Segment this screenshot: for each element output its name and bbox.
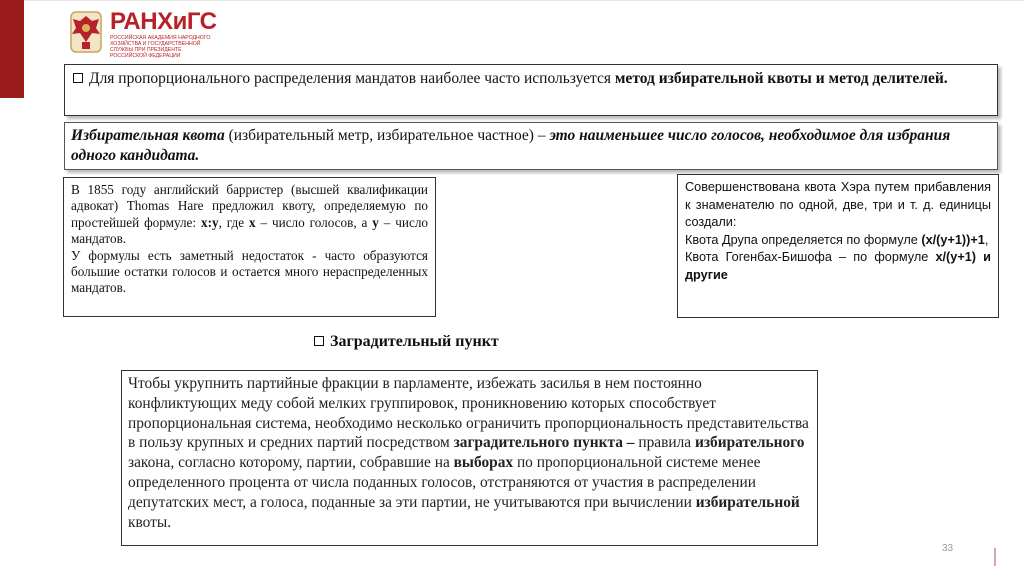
hare-paragraph (71, 182, 428, 248)
barrier-bold-4: избирательной (695, 493, 800, 511)
logo-title: РАНХиГС (110, 8, 217, 35)
barrier-text-5: квоты. (128, 513, 172, 531)
intro-text: Для пропорционального распределения мандатов наиболее часто используется (89, 70, 615, 87)
improved-intro: Совершенствована квота Хэра путем прибавления к знаменателю по одной, две, три и т. д. единицы создали: (685, 180, 991, 229)
hare-text-2: , где (218, 214, 250, 230)
checkbox-bullet-icon (73, 73, 83, 83)
barrier-bold-1: заградительного пункта – (453, 434, 635, 452)
intro-box (64, 64, 998, 116)
intro-methods: метод избирательной квоты и метод делителей. (614, 70, 948, 87)
hare-text-3: – число голосов, а (255, 214, 373, 230)
checkbox-bullet-icon (314, 336, 324, 346)
droop-formula: (х/(у+1))+1 (921, 232, 985, 247)
barrier-heading-text: Заградительный пункт (330, 333, 499, 350)
droop-comma: , (984, 232, 989, 247)
barrier-heading (314, 333, 499, 351)
double-eagle-emblem-icon (66, 8, 106, 54)
hagenbach-quota (685, 249, 991, 284)
hagenbach-formula: х/(у+1) и другие (685, 250, 991, 282)
page-number: 33 (942, 543, 954, 554)
logo (66, 8, 217, 59)
var-x: х (249, 214, 256, 230)
hare-text-4: – число мандатов. (71, 214, 429, 247)
barrier-bold-3: выборах (453, 454, 514, 472)
corner-decoration-icon (994, 548, 1006, 566)
hagenbach-text: Квота Гогенбах-Бишофа – по формуле (685, 250, 936, 264)
barrier-text-4: по пропорциональной системе менее определенного процента от числа поданных голосов, отстраняются от участия в распределении депутатских мест, а голоса, поданные за эти партии, не учитываются при вычислении (128, 454, 761, 511)
barrier-bold-2: избирательного (694, 434, 805, 452)
hare-text: В 1855 году английский барристер (высшей квалификации адвокат) Thomas Hare предложил квоту, определяемую по простейшей формуле: (71, 182, 428, 230)
top-divider (0, 0, 1024, 1)
quota-definition: это наименьшее число голосов, необходимое для избрания одного кандидата. (71, 127, 951, 164)
hare-formula: х:у (200, 214, 219, 230)
red-accent-bar (0, 0, 24, 98)
droop-text: Квота Друпа определяется по формуле (685, 232, 922, 247)
quota-synonyms: (избирательный метр, избирательное частное) – (224, 127, 550, 144)
quota-term: Избирательная квота (71, 127, 225, 144)
hare-drawback: У формулы есть заметный недостаток - часто образуются большие остатки голосов и остается много нераспределенных мандатов. (71, 247, 428, 296)
barrier-text-3: закона, согласно которому, партии, собравшие на (128, 454, 454, 472)
logo-subtitle: РОССИЙСКАЯ АКАДЕМИЯ НАРОДНОГО ХОЗЯЙСТВА И ГОСУДАРСТВЕННОЙ СЛУЖБЫ ПРИ ПРЕЗИДЕНТЕ РОССИЙСКОЙ ФЕДЕРАЦИИ (110, 35, 211, 59)
droop-quota (685, 232, 991, 250)
barrier-text-2: правила (634, 434, 695, 452)
hare-quota-box (63, 177, 436, 317)
barrier-box (121, 370, 818, 546)
var-y: у (372, 214, 379, 230)
barrier-text-1: Чтобы укрупнить партийные фракции в парламенте, избежать засилья в нем постоянно конфликтующих меду собой мелких группировок, проникновению которых способствует пропорциональная система, необходимо несколько ограничить пропорциональность представительства в пользу крупных и средних партий посредством (128, 375, 809, 452)
quota-definition-box (64, 122, 998, 170)
improved-quota-box (677, 174, 999, 318)
